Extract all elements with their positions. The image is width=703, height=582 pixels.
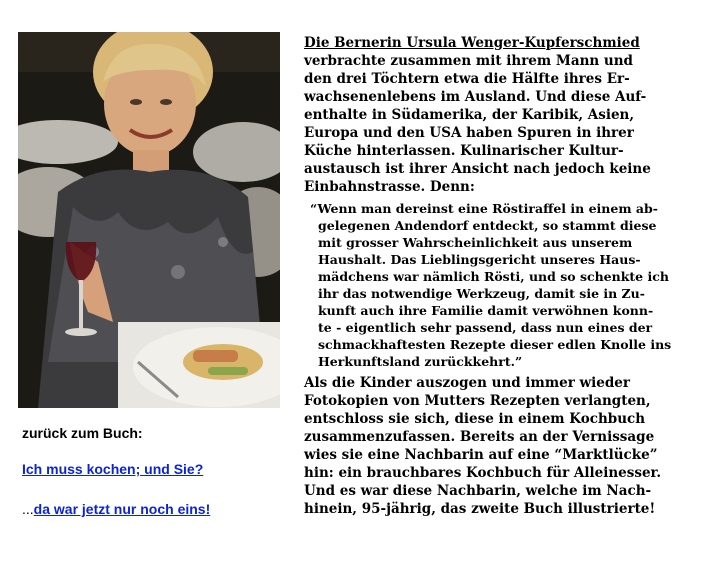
quote-block xyxy=(304,200,684,370)
outro-line: Fotokopien von Mutters Rezepten verlangten, xyxy=(304,393,651,409)
portrait-photo xyxy=(18,32,280,408)
quote-line: te - eigentlich sehr passend, dass nun eines der xyxy=(318,320,653,335)
article-text xyxy=(304,34,684,518)
intro-line: den drei Töchtern etwa die Hälfte ihres Er- xyxy=(304,71,630,87)
link-row-1 xyxy=(22,460,292,478)
outro-line: wies sie eine Nachbarin auf eine “Marktlücke” xyxy=(304,447,658,463)
intro-line: enthalte in Südamerika, der Karibik, Asien, xyxy=(304,107,635,123)
intro-line: verbrachte zusammen mit ihrem Mann und xyxy=(304,53,633,69)
quote-line: ihr das notwendige Werkzeug, damit sie in Zu- xyxy=(318,286,645,301)
intro-line: Einbahnstrasse. Denn: xyxy=(304,179,475,195)
link-row-2 xyxy=(22,500,292,518)
link-da-war-jetzt[interactable]: da war jetzt nur noch eins! xyxy=(33,501,211,517)
quote-line: kunft auch ihre Familie damit verwöhnen konn- xyxy=(318,303,654,318)
quote-line: Herkunftsland zurückkehrt.” xyxy=(318,354,523,369)
outro-line: Und es war diese Nachbarin, welche im Nach- xyxy=(304,483,652,499)
quote-line: Haushalt. Das Lieblingsgericht unseres Haus- xyxy=(318,252,641,267)
portrait-illustration xyxy=(18,32,280,408)
link-ich-muss-kochen[interactable]: Ich muss kochen; und Sie? xyxy=(22,461,204,477)
quote-line: mädchens war nämlich Rösti, und so schenkte ich xyxy=(318,269,669,284)
outro-line: zusammenzufassen. Bereits an der Vernissage xyxy=(304,429,655,445)
outro-line: Als die Kinder auszogen und immer wieder xyxy=(304,375,631,391)
link-prefix: ... xyxy=(22,501,34,517)
outro-line: entschloss sie sich, diese in einem Kochbuch xyxy=(304,411,646,427)
outro-line: hin: ein brauchbares Kochbuch für Alleinesser. xyxy=(304,465,662,481)
outro-line: hinein, 95-jährig, das zweite Buch illustrierte! xyxy=(304,501,656,517)
article-headline: Die Bernerin Ursula Wenger-Kupferschmied xyxy=(304,35,640,51)
quote-line: schmackhaftesten Rezepte dieser edlen Knolle ins xyxy=(318,337,672,352)
quote-line: “Wenn man dereinst eine Röstiraffel in einem ab- xyxy=(310,201,658,216)
quote-line: mit grosser Wahrscheinlichkeit aus unserem xyxy=(318,235,633,250)
outro-paragraph xyxy=(304,374,684,518)
intro-line: austausch ist ihrer Ansicht nach jedoch keine xyxy=(304,161,651,177)
intro-paragraph xyxy=(304,52,684,196)
intro-line: Küche hinterlassen. Kulinarischer Kultur- xyxy=(304,143,624,159)
intro-line: wachsenenlebens im Ausland. Und diese Auf- xyxy=(304,89,647,105)
quote-line: gelegenen Andendorf entdeckt, so stammt diese xyxy=(318,218,657,233)
left-navigation xyxy=(22,424,292,540)
back-to-book-label: zurück zum Buch: xyxy=(22,425,143,441)
intro-line: Europa und den USA haben Spuren in ihrer xyxy=(304,125,634,141)
